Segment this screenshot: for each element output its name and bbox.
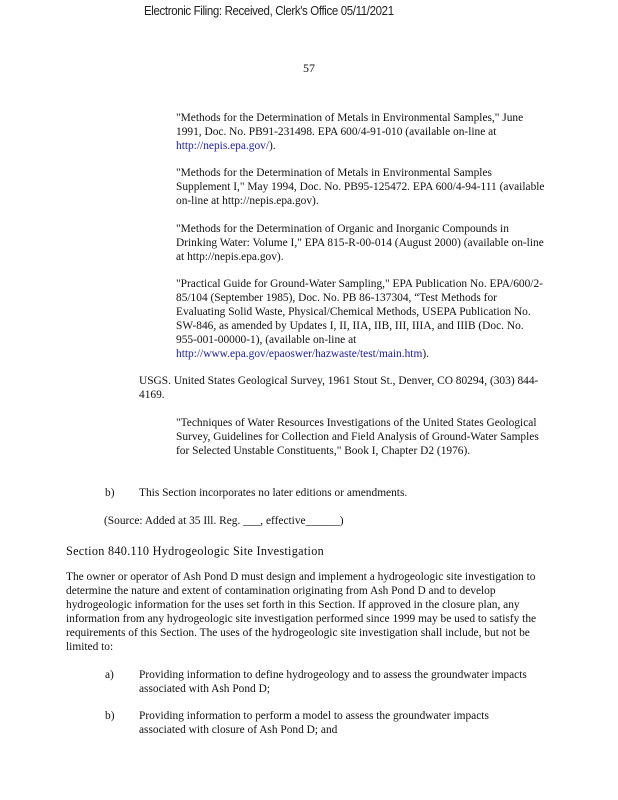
section-heading: Section 840.110 Hydrogeologic Site Investigation xyxy=(66,544,325,558)
reference-text: "Practical Guide for Ground-Water Sampling," EPA Publication No. EPA/600/2-85/104 (September 1985), Doc. No. PB 86-137304, “Test Methods for Evaluating Solid Waste, Physical/Chemical Methods, USEPA Publication No. SW-846, as amended by Updates I, II, IIA, IIB, III, IIIA, and IIIB (Doc. No. 955-001-00000-1), (available on-line at xyxy=(176,278,543,346)
usgs-entry: USGS. United States Geological Survey, 1961 Stout St., Denver, CO 80294, (303) 844-4169. xyxy=(139,375,539,401)
reference-link[interactable]: http://nepis.epa.gov/ xyxy=(176,139,270,152)
reference-link[interactable]: http://www.epa.gov/epaoswer/hazwaste/test/main.htm xyxy=(176,347,423,360)
reference-usgs-techniques: "Techniques of Water Resources Investigations of the United States Geological Survey, Guidelines for Collection and Field Analysis of Ground-Water Samples for Selected Unstable Constituents," Book I, Chapter D2 (1976). xyxy=(176,417,539,457)
reference-tail: ). xyxy=(422,347,429,360)
reference-text: "Methods for the Determination of Metals in Environmental Samples Supplement I," May 1994, Doc. No. PB95-125472. EPA 600/4-94-111 (available on-line at http://nepis.epa.gov). xyxy=(176,167,545,207)
reference-tail: ). xyxy=(269,139,276,152)
item-a-label: a) xyxy=(105,669,114,681)
item-b-text: Providing information to perform a model to assess the groundwater impacts associated with closure of Ash Pond D; and xyxy=(139,710,489,736)
source-note: (Source: Added at 35 Ill. Reg. ___, effective______) xyxy=(104,515,344,527)
subsection-b-label: b) xyxy=(105,487,115,499)
reference-metals-1991 xyxy=(176,112,546,154)
section-intro: The owner or operator of Ash Pond D must design and implement a hydrogeologic site investigation to determine the nature and extent of contamination originating from Ash Pond D and to develop hydrogeologic information for the uses set forth in this Section. If approved in the closure plan, any information from any hydrogeologic site investigation performed since 1999 may be used to satisfy the requirements of this Section. The uses of the hydrogeologic site investigation shall include, but not be limited to: xyxy=(66,571,537,653)
filing-stamp: Electronic Filing: Received, Clerk's Office 05/11/2021 xyxy=(144,4,394,18)
page-number: 57 xyxy=(303,61,315,75)
subsection-b-text: This Section incorporates no later editions or amendments. xyxy=(139,487,408,499)
reference-metals-1994 xyxy=(176,167,546,209)
item-b-label: b) xyxy=(105,710,115,722)
item-a-text: Providing information to define hydrogeology and to assess the groundwater impacts associated with Ash Pond D; xyxy=(139,669,527,695)
reference-text: "Methods for the Determination of Metals in Environmental Samples," June 1991, Doc. No. PB91-231498. EPA 600/4-91-010 (available on-line at xyxy=(176,112,524,138)
reference-drinking-water xyxy=(176,223,546,265)
reference-text: "Methods for the Determination of Organic and Inorganic Compounds in Drinking Water: Volume I," EPA 815-R-00-014 (August 2000) (available on-line at http://nepis.epa.gov). xyxy=(176,223,544,263)
reference-groundwater-sampling xyxy=(176,278,546,361)
